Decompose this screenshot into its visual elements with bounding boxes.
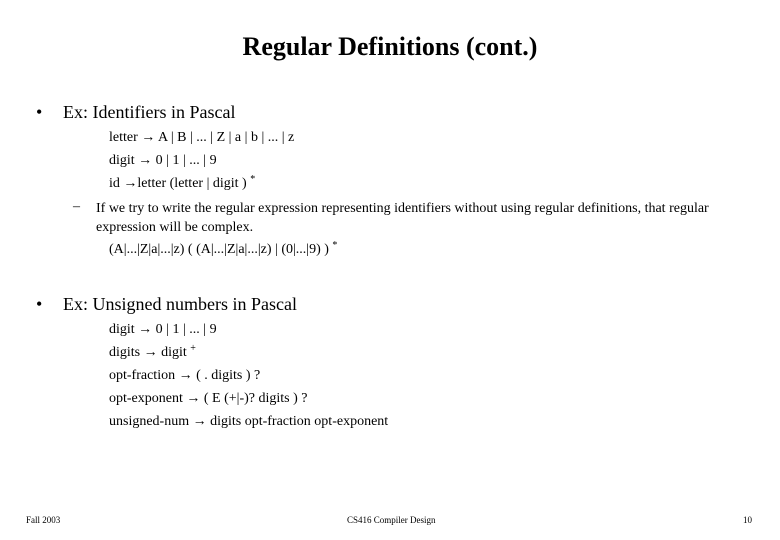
def-opt-fraction: opt-fraction → ( . digits ) ?: [109, 368, 261, 383]
def-digit: digit → 0 | 1 | ... | 9: [109, 153, 217, 168]
positive-closure: +: [190, 343, 196, 354]
bullet-point-icon: •: [36, 294, 43, 314]
bullet-identifiers: [36, 102, 236, 123]
kleene-star: *: [250, 174, 256, 185]
bullet-point-icon: •: [36, 102, 43, 122]
slide-title: Regular Definitions (cont.): [242, 32, 538, 61]
def-id: [109, 176, 255, 192]
sub-bullet-dash-icon: –: [73, 199, 80, 214]
def-digit-2: digit → 0 | 1 | ... | 9: [109, 322, 217, 337]
expanded-regex: [109, 242, 337, 258]
def-id-text: id →letter (letter | digit ): [109, 176, 247, 191]
expanded-regex-text: (A|...|Z|a|...|z) ( (A|...|Z|a|...|z) | (0|...|9) ): [109, 242, 329, 257]
bullet-identifiers-text: Ex: Identifiers in Pascal: [63, 102, 236, 122]
footer-page-number: 10: [743, 515, 752, 525]
def-unsigned-num: unsigned-num → digits opt-fraction opt-exponent: [109, 414, 389, 429]
kleene-star: *: [332, 240, 338, 251]
bullet-unsigned-numbers-text: Ex: Unsigned numbers in Pascal: [63, 294, 297, 314]
footer-course: CS416 Compiler Design: [347, 515, 436, 525]
def-letter: letter → A | B | ... | Z | a | b | ... | z: [109, 130, 295, 145]
note-complex-regex: If we try to write the regular expression representing identifiers without using regular definitions, that regular expression will be complex.: [96, 201, 709, 235]
footer-date: Fall 2003: [26, 515, 61, 525]
def-digits-text: digits → digit: [109, 345, 187, 360]
def-digits: [109, 345, 196, 361]
bullet-unsigned-numbers: [36, 294, 297, 315]
def-opt-exponent: opt-exponent → ( E (+|-)? digits ) ?: [109, 391, 308, 406]
